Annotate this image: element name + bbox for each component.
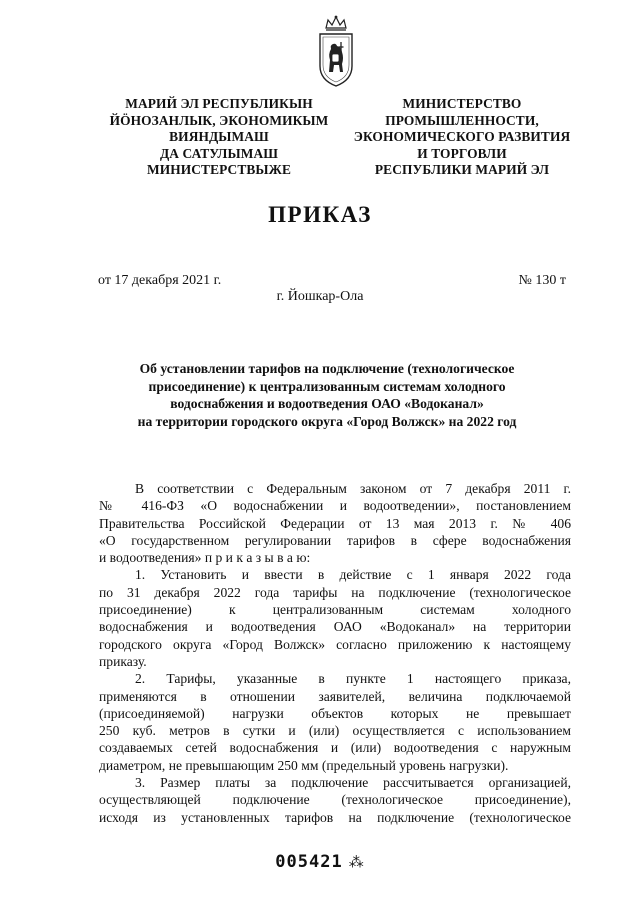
body-line: присоединение) к централизованным системам холодного xyxy=(99,602,571,618)
document-city: г. Йошкар-Ола xyxy=(276,289,364,304)
header-left-line: ВИЯНДЫМАШ xyxy=(169,129,269,145)
header-ministry-mari xyxy=(108,96,330,179)
body-line: 250 куб. метров в сутки и (или) осуществляется с использованием xyxy=(99,723,571,739)
header-right-line: РЕСПУБЛИКИ МАРИЙ ЭЛ xyxy=(374,162,550,178)
header-right-line: ЭКОНОМИЧЕСКОГО РАЗВИТИЯ xyxy=(353,129,571,145)
body-line: приказу. xyxy=(99,653,147,669)
header-left-line: МАРИЙ ЭЛ РЕСПУБЛИКЫН xyxy=(125,96,313,111)
body-line: 3. Размер платы за подключение рассчитывается организацией, xyxy=(135,775,571,791)
body-line: и водоотведения» п р и к а з ы в а ю: xyxy=(99,550,311,566)
document-subject xyxy=(90,360,564,430)
body-line: Правительства Российской Федерации от 13 мая 2013 г. № 406 xyxy=(99,515,571,531)
serial-number-text: 005421 xyxy=(275,852,343,872)
body-line: 1. Установить и ввести в действие с 1 января 2022 года xyxy=(135,567,571,583)
body-line: городского округа «Город Волжск» согласно приложению к настоящему xyxy=(99,636,571,652)
header-right-line: МИНИСТЕРСТВО xyxy=(402,96,522,111)
body-line: водоснабжения и водоотведения ОАО «Водоканал» на территории xyxy=(99,619,571,635)
body-line: создаваемых сетей водоснабжения и (или) водоотведения с наружным xyxy=(99,740,571,756)
header-left-line: ЙӦНОЗАНЛЫК, ЭКОНОМИКЫМ xyxy=(109,112,329,128)
subject-line: Об установлении тарифов на подключение (технологическое xyxy=(139,361,515,376)
subject-line: присоединение) к централизованным системам холодного xyxy=(148,378,506,394)
subject-line: на территории городского округа «Город Волжск» на 2022 год xyxy=(137,413,517,429)
body-line: по 31 декабря 2022 года тарифы на подключение (технологическое xyxy=(99,584,571,600)
body-line: применяются в отношении заявителей, величина подключаемой xyxy=(99,688,571,704)
body-line: «О государственном регулировании тарифов в сфере водоснабжения xyxy=(99,532,571,548)
header-right-line: ПРОМЫШЛЕННОСТИ, xyxy=(385,112,539,128)
document-title: ПРИКАЗ xyxy=(268,202,372,227)
body-line: (присоединяемой) нагрузки объектов которых не превышает xyxy=(99,705,571,721)
body-line: № 416-ФЗ «О водоснабжении и водоотведении», постановлением xyxy=(99,498,571,514)
coat-of-arms-icon xyxy=(314,14,358,90)
document-number: № 130 т xyxy=(518,273,566,288)
header-left-line: ДА САТУЛЫМАШ xyxy=(159,145,279,161)
star-mark-icon: ⁂ xyxy=(348,853,365,871)
body-line: В соответствии с Федеральным законом от 7 декабря 2011 г. xyxy=(135,481,571,496)
document-date: от 17 декабря 2021 г. xyxy=(98,273,222,288)
header-right-line: И ТОРГОВЛИ xyxy=(417,145,507,161)
body-line: осуществляющей подключение (технологическое присоединение), xyxy=(99,792,571,808)
serial-number xyxy=(0,852,640,872)
body-line: исходя из установленных тарифов на подключение (технологическое xyxy=(99,809,571,825)
header-left-line: МИНИСТЕРСТВЫЖЕ xyxy=(146,162,291,178)
document-body xyxy=(99,480,571,826)
body-line: 2. Тарифы, указанные в пункте 1 настоящего приказа, xyxy=(135,671,571,687)
body-line: диаметром, не превышающим 250 мм (предельный уровень нагрузки). xyxy=(99,757,509,773)
header-ministry-russian xyxy=(340,96,584,179)
subject-line: водоснабжения и водоотведения ОАО «Водоканал» xyxy=(170,396,484,411)
